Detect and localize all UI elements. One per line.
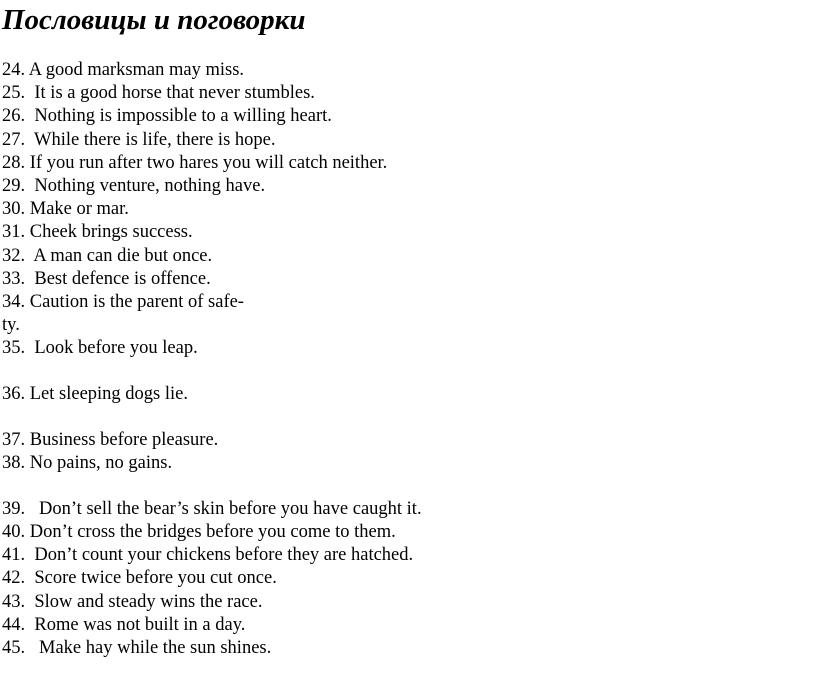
proverb-line: 25. It is a good horse that never stumbles.	[2, 83, 315, 104]
proverb-line: 31. Cheek brings success.	[2, 222, 193, 243]
proverb-line: 43. Slow and steady wins the race.	[2, 591, 263, 612]
proverb-line: 42. Score twice before you cut once.	[2, 568, 277, 589]
proverb-line: 35. Look before you leap.	[2, 338, 198, 359]
proverb-line: 40. Don’t cross the bridges before you come to them.	[2, 521, 396, 542]
proverb-line: 24. A good marksman may miss.	[2, 60, 245, 80]
proverb-line: 36. Let sleeping dogs lie.	[2, 384, 188, 405]
page-title: Пословицы и поговорки	[2, 4, 306, 36]
proverb-line: 34. Caution is the parent of safe-	[2, 291, 244, 312]
blank-line	[2, 406, 422, 429]
blank-line	[2, 360, 422, 383]
proverb-line: 33. Best defence is offence.	[2, 268, 211, 289]
proverb-line: 41. Don’t count your chickens before they are hatched.	[2, 545, 414, 566]
blank-line	[2, 475, 422, 498]
proverb-line: 29. Nothing venture, nothing have.	[2, 175, 266, 196]
proverb-line: 28. If you run after two hares you will catch neither.	[2, 152, 388, 173]
proverb-line-continuation: ty.	[2, 315, 20, 336]
proverb-list	[2, 59, 422, 660]
proverb-line: 32. A man can die but once.	[2, 245, 213, 266]
proverb-line: 27. While there is life, there is hope.	[2, 129, 276, 150]
proverb-line: 44. Rome was not built in a day.	[2, 614, 246, 635]
proverb-line: 37. Business before pleasure.	[2, 429, 219, 450]
proverb-line: 38. No pains, no gains.	[2, 453, 173, 473]
proverb-line: 30. Make or mar.	[2, 199, 129, 220]
proverb-line: 26. Nothing is impossible to a willing heart.	[2, 106, 332, 127]
proverb-line: 45. Make hay while the sun shines.	[2, 637, 272, 658]
proverb-line: 39. Don’t sell the bear’s skin before you have caught it.	[2, 498, 422, 519]
